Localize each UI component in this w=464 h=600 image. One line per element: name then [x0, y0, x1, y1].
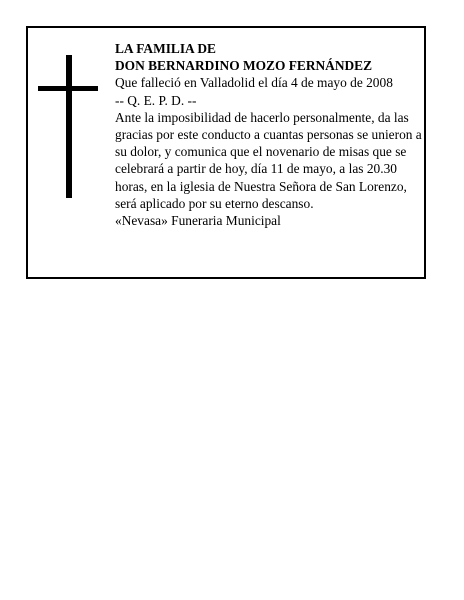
obituary-notice [26, 26, 426, 279]
cross-vertical-bar [66, 55, 72, 198]
death-announcement: Que falleció en Valladolid el día 4 de mayo de 2008 [115, 75, 393, 91]
notice-text [115, 40, 422, 229]
notice-body: Ante la imposibilidad de hacerlo personalmente, da las gracias por este conducto a cuantas personas se unieron a su dolor, y comunica que el novenario de misas que se celebrará a partir de hoy, día 11 de mayo, a las 20.30 horas, en la iglesia de Nuestra Señora de San Lorenzo, será aplicado por su eterno descanso. [115, 109, 422, 211]
deceased-name: DON BERNARDINO MOZO FERNÁNDEZ [115, 58, 373, 74]
funeral-home: «Nevasa» Funeraria Municipal [115, 213, 281, 229]
family-heading: LA FAMILIA DE [115, 41, 216, 56]
cross-horizontal-bar [38, 86, 98, 91]
rip-line: -- Q. E. P. D. -- [115, 92, 197, 108]
